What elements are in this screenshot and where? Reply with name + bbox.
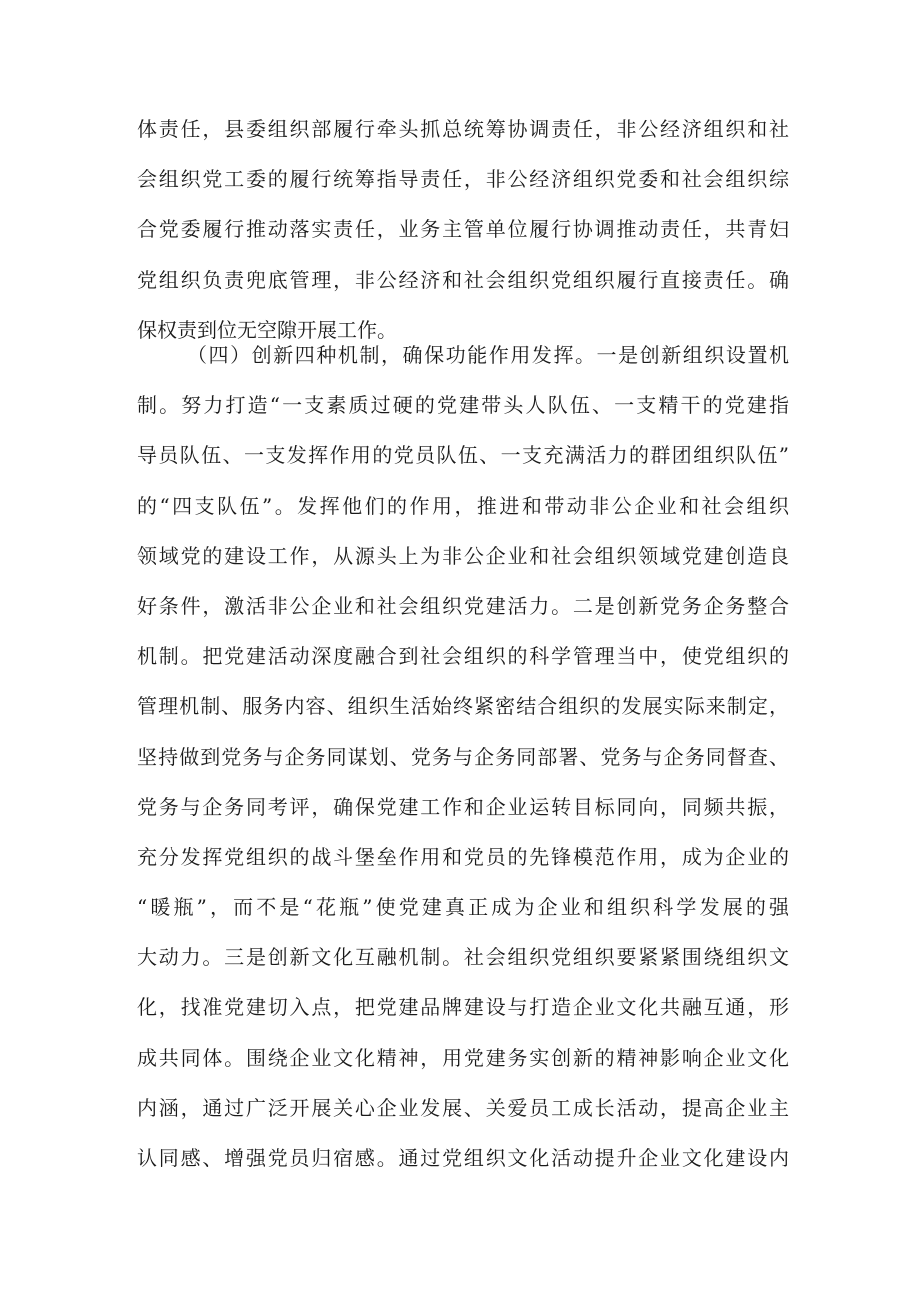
paragraph-responsibility [137, 104, 789, 355]
text-line: 保权责到位无空隙开展工作。 [137, 317, 397, 342]
text-line: 内涵，通过广泛开展关心企业发展、关爱员工成长活动，提高企业主 [137, 1095, 789, 1120]
text-line: 好条件，激活非公企业和社会组织党建活力。二是创新党务企务整合 [137, 593, 789, 618]
text-line: 机制。把党建活动深度融合到社会组织的科学管理当中，使党组织的 [137, 644, 789, 669]
text-line: 体责任，县委组织部履行牵头抓总统筹协调责任，非公经济组织和社 [137, 117, 789, 141]
text-line: 党务与企务同考评，确保党建工作和企业运转目标同向，同频共振， [137, 794, 789, 819]
text-line: 导员队伍、一支发挥作用的党员队伍、一支充满活力的群团组织队伍” [137, 443, 789, 468]
text-line: 充分发挥党组织的战斗堡垒作用和党员的先锋模范作用，成为企业的 [137, 844, 789, 869]
section-heading-line: （四）创新四种机制，确保功能作用发挥。一是创新组织设置机 [187, 343, 789, 367]
paragraph-four-mechanisms [137, 330, 789, 1233]
text-line: 会组织党工委的履行统筹指导责任，非公经济组织党委和社会组织综 [137, 167, 789, 192]
text-line: 的“四支队伍”。发挥他们的作用，推进和带动非公企业和社会组织 [137, 493, 789, 518]
text-line: 制。努力打造“一支素质过硬的党建带头人队伍、一支精干的党建指 [137, 393, 789, 418]
text-line [137, 1183, 789, 1233]
text-line: 党组织负责兜底管理，非公经济和社会组织党组织履行直接责任。确 [137, 267, 789, 292]
text-line: 领域党的建设工作，从源头上为非公企业和社会组织领域党建创造良 [137, 543, 789, 568]
text-line: 合党委履行推动落实责任，业务主管单位履行协调推动责任，共青妇 [137, 217, 789, 242]
text-line: 认同感、增强党员归宿感。通过党组织文化活动提升企业文化建设内 [137, 1146, 789, 1170]
text-line: “暖瓶”，而不是“花瓶”使党建真正成为企业和组织科学发展的强 [137, 895, 789, 920]
text-line: 化，找准党建切入点，把党建品牌建设与打造企业文化共融互通，形 [137, 995, 789, 1020]
text-line: 管理机制、服务内容、组织生活始终紧密结合组织的发展实际来制定， [137, 694, 789, 719]
text-line: 成共同体。围绕企业文化精神，用党建务实创新的精神影响企业文化 [137, 1045, 789, 1070]
text-line: 坚持做到党务与企务同谋划、党务与企务同部署、党务与企务同督查、 [137, 744, 789, 769]
text-line: 大动力。三是创新文化互融机制。社会组织党组织要紧紧围绕组织文 [137, 945, 789, 970]
